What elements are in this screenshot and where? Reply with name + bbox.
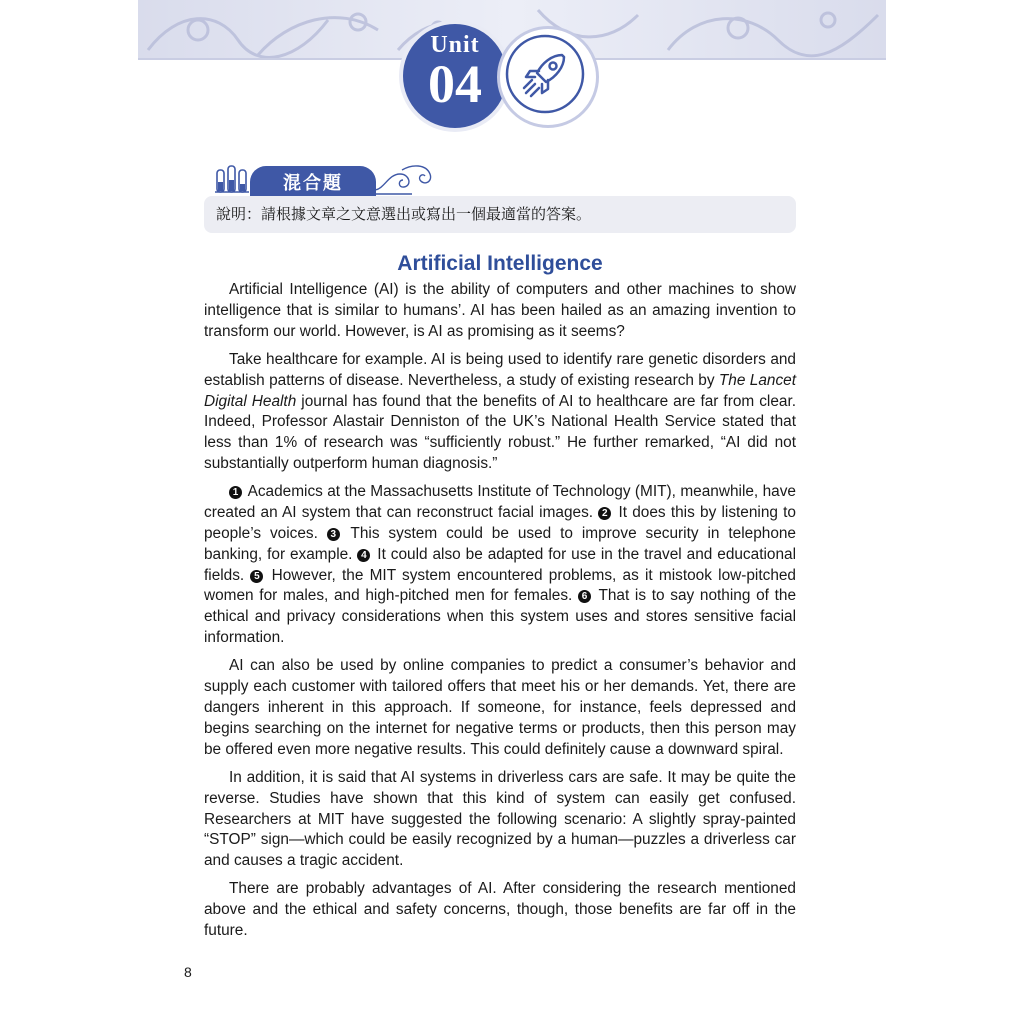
page-number: 8 — [184, 964, 192, 980]
text-run: Artificial Intelligence (AI) is the ability of computers and other machines to show intelligence that is similar to humans’. AI has been hailed as an amazing invention to transform our world. However, is AI as promising as it seems? — [204, 281, 796, 340]
flask-icon — [214, 162, 250, 196]
instruction-box: 說明：請根據文章之文意選出或寫出一個最適當的答案。 — [204, 196, 796, 233]
article-body — [204, 280, 796, 949]
sentence-marker: 1 — [229, 486, 242, 499]
article-paragraph — [204, 768, 796, 872]
text-run: In addition, it is said that AI systems in driverless cars are safe. It may be quite the reverse. Studies have shown that this kind of system can easily get confused. Researchers at MIT have suggested the following scenario: A slightly spray-painted “STOP” sign—which could be easily recognized by a human—puzzles a driverless car and causes a tragic accident. — [204, 768, 796, 870]
article-paragraph — [204, 879, 796, 941]
article-paragraph — [204, 280, 796, 342]
text-run: It could also be adapted for use in the travel and educational fields. — [204, 545, 796, 584]
unit-number: 04 — [428, 54, 482, 114]
sentence-marker: 2 — [598, 507, 611, 520]
text-run: AI can also be used by online companies to predict a consumer’s behavior and supply each customer with tailored offers that meet his or her demands. Yet, there are dangers inherent in this approach. If someone, for instance, feels depressed and begins searching on the internet for negative terms or products, then this person may be offered even more negative results. This could definitely cause a downward spiral. — [204, 657, 796, 758]
sentence-marker: 4 — [357, 549, 370, 562]
rocket-badge — [497, 26, 599, 128]
text-run: It does this by listening to people’s voices. — [204, 504, 796, 542]
text-run: However, the MIT system encountered problems, as it mistook low-pitched women for males, and high-pitched men for females. — [204, 566, 796, 605]
article-paragraph — [204, 656, 796, 760]
article-paragraph — [204, 482, 796, 648]
text-run: journal has found that the benefits of AI to healthcare are far from clear. Indeed, Professor Alastair Denniston of the UK’s National Health Service stated that less than 1% of research was “sufficiently robust.” He further remarked, “AI did not substantially outperform human diagnosis.” — [204, 392, 796, 472]
article-paragraph — [204, 350, 796, 475]
text-run: Academics at the Massachusetts Institute of Technology (MIT), meanwhile, have created an AI system that can reconstruct facial images. — [204, 483, 796, 522]
journal-title: The Lancet Digital Health — [204, 371, 796, 410]
section-tab: 混合題 — [250, 166, 376, 198]
unit-badge — [403, 24, 507, 128]
text-run: Take healthcare for example. AI is being used to identify rare genetic disorders and establish patterns of disease. Nevertheless, a study of existing research by — [204, 350, 796, 389]
sentence-marker: 5 — [250, 570, 263, 583]
text-run: There are probably advantages of AI. After considering the research mentioned above and the ethical and safety concerns, though, those benefits are far off in the future. — [204, 880, 796, 940]
text-run: That is to say nothing of the ethical and privacy considerations when this system uses and stores sensitive facial information. — [204, 587, 797, 646]
article-title: Artificial Intelligence — [397, 252, 603, 275]
sentence-marker: 6 — [578, 590, 591, 603]
sentence-marker: 3 — [327, 528, 340, 541]
swirl-decoration — [372, 160, 438, 196]
rocket-icon — [504, 33, 586, 115]
text-run: This system could be used to improve security in telephone banking, for example. — [204, 524, 796, 563]
unit-label: Unit — [430, 32, 480, 58]
